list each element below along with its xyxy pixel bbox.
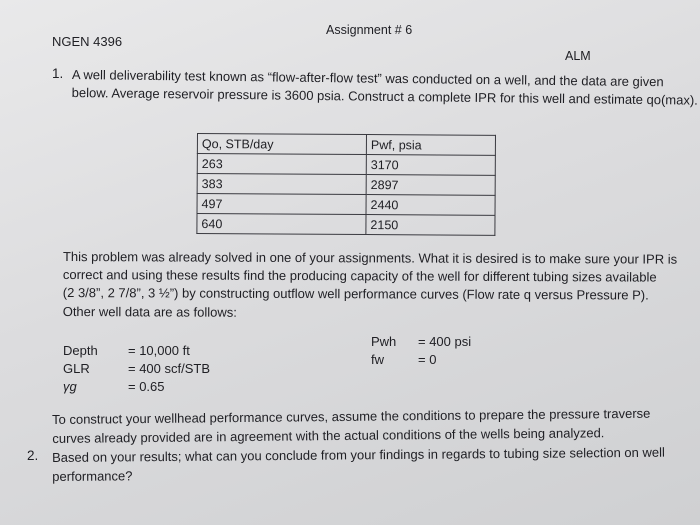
assignment-title: Assignment # 6 bbox=[326, 23, 413, 37]
question-2-line: Based on your results; what can you conclude from your findings in regards to tubing size selection on well bbox=[52, 444, 665, 465]
table-cell: 3170 bbox=[366, 155, 495, 176]
glr-value: = 400 scf/STB bbox=[128, 361, 211, 376]
table-row bbox=[197, 174, 495, 196]
table-row bbox=[197, 214, 495, 236]
question-1-line: below. Average reservoir pressure is 3600 psia. Construct a complete IPR for this well and estimate qo(max). bbox=[71, 84, 698, 108]
question-1-text bbox=[72, 66, 699, 110]
paragraph-line: Other well data are as follows: bbox=[62, 303, 237, 320]
table-row bbox=[197, 154, 495, 176]
paragraph-line: curves already provided are in agreement with the actual conditions of the wells being analyzed. bbox=[52, 424, 605, 446]
paragraph-line: (2 3/8”, 2 7/8”, 3 ½”) by constructing outflow well performance curves (Flow rate q versus Pressure P). bbox=[62, 285, 649, 303]
table-cell: 2897 bbox=[366, 175, 495, 196]
depth-value: = 10,000 ft bbox=[128, 343, 190, 358]
instructions-paragraph bbox=[63, 248, 677, 323]
question-2-number: 2. bbox=[27, 448, 39, 463]
column-header-qo: Qo, STB/day bbox=[197, 134, 366, 155]
table-row bbox=[197, 194, 495, 216]
table-cell: 263 bbox=[197, 154, 366, 175]
question-2-text bbox=[52, 443, 665, 486]
question-1-line: A well deliverability test known as “flow-after-flow test” was conducted on a well, and the data are given bbox=[71, 66, 664, 90]
wellhead-paragraph bbox=[52, 405, 651, 448]
fw-label: fw bbox=[371, 352, 384, 367]
paragraph-line: This problem was already solved in one of your assignments. What it is desired is to make sure your IPR is bbox=[62, 248, 678, 267]
course-code: NGEN 4396 bbox=[52, 34, 123, 49]
table-cell: 2440 bbox=[366, 195, 495, 216]
paragraph-line: correct and using these results find the producing capacity of the well for different tubing sizes available bbox=[62, 267, 657, 285]
pwh-label: Pwh bbox=[371, 334, 397, 349]
pwh-value: = 400 psi bbox=[418, 334, 472, 349]
question-1-number: 1. bbox=[52, 66, 64, 81]
table-header-row bbox=[197, 134, 495, 156]
question-2-line: performance? bbox=[52, 468, 133, 484]
instructor-initials: ALM bbox=[565, 49, 591, 63]
table-cell: 2150 bbox=[366, 215, 495, 236]
depth-label: Depth bbox=[63, 343, 98, 358]
fw-value: = 0 bbox=[418, 352, 437, 367]
glr-label: GLR bbox=[63, 361, 90, 376]
column-header-pwf: Pwf, psia bbox=[366, 135, 495, 156]
table-cell: 383 bbox=[197, 174, 366, 195]
gas-gravity-label: γg bbox=[63, 379, 77, 394]
paragraph-line: To construct your wellhead performance curves, assume the conditions to prepare the pressure traverse bbox=[52, 405, 651, 427]
gas-gravity-value: = 0.65 bbox=[128, 379, 165, 394]
flow-test-table bbox=[196, 133, 496, 236]
table-cell: 497 bbox=[197, 194, 366, 215]
table-cell: 640 bbox=[197, 214, 366, 235]
